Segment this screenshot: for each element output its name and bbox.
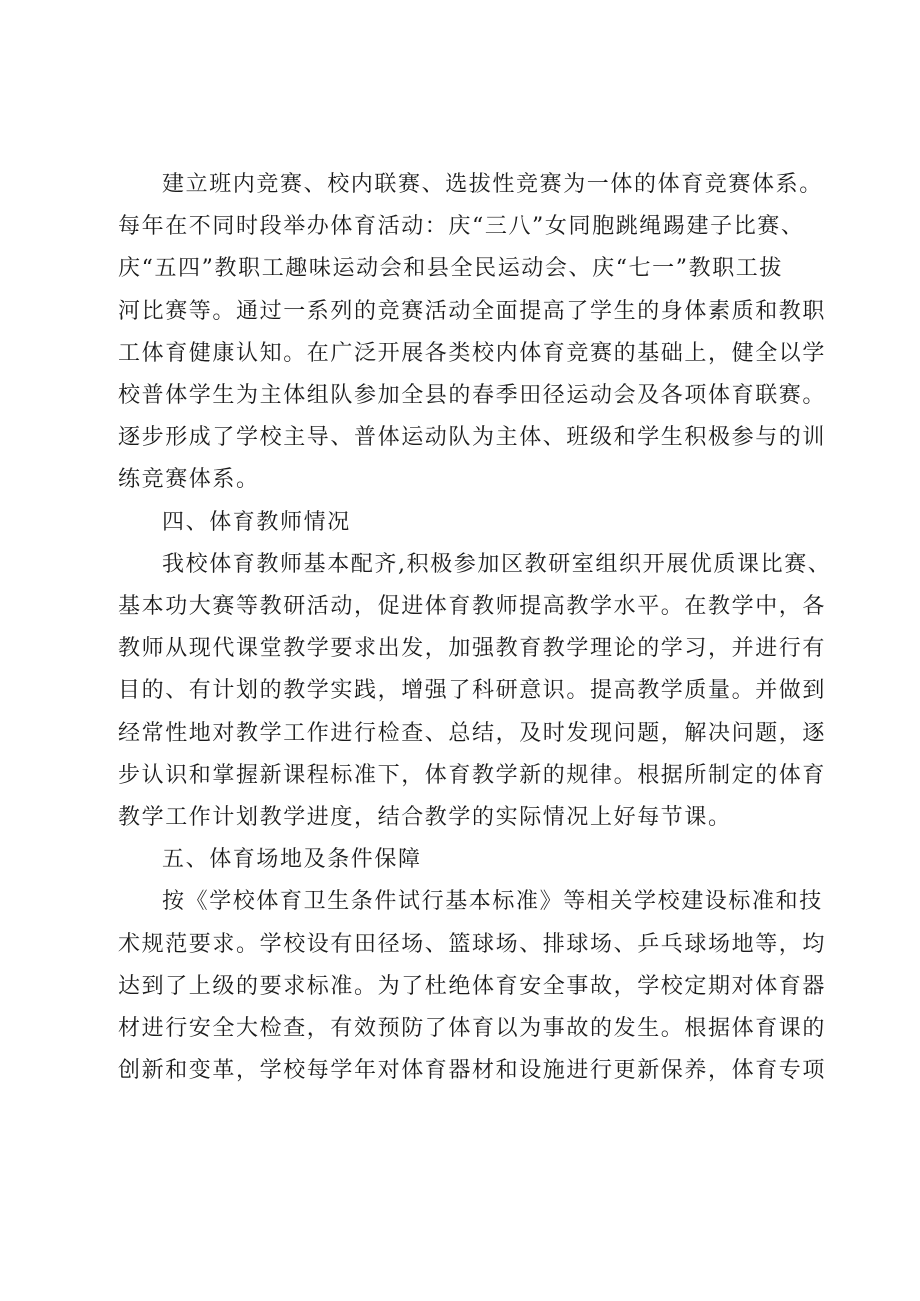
paragraph-line: 建立班内竞赛、校内联赛、选拔性竞赛为一体的体育竞赛体系。 <box>162 172 823 197</box>
paragraph-line: 教学工作计划教学进度，结合教学的实际情况上好每节课。 <box>118 805 732 831</box>
paragraph-line: 基本功大赛等教研活动，促进体育教师提高教学水平。在教学中，各 <box>118 594 827 620</box>
paragraph-line: 每年在不同时段举办体育活动：庆“三八”女同胞跳绳踢建子比赛、 <box>118 214 805 240</box>
paragraph-line: 材进行安全大检查，有效预防了体育以为事故的发生。根据体育课的 <box>118 1016 827 1042</box>
paragraph-line: 达到了上级的要求标准。为了杜绝体育安全事故，学校定期对体育器 <box>118 973 827 999</box>
paragraph-competition-system <box>118 164 828 502</box>
paragraph-line: 校普体学生为主体组队参加全县的春季田径运动会及各项体育联赛。 <box>118 383 827 409</box>
paragraph-line: 目的、有计划的教学实践，增强了科研意识。提高教学质量。并做到 <box>118 678 827 704</box>
paragraph-line: 练竞赛体系。 <box>118 467 260 493</box>
paragraph-line: 术规范要求。学校设有田径场、篮球场、排球场、乒乓球场地等，均 <box>118 931 827 957</box>
paragraph-line: 创新和变革，学校每学年对体育器材和设施进行更新保养，体育专项 <box>118 1058 827 1084</box>
paragraph-line: 工体育健康认知。在广泛开展各类校内体育竞赛的基础上，健全以学 <box>118 340 827 366</box>
section-heading-facilities: 五、体育场地及条件保障 <box>162 847 422 873</box>
paragraph-line: 我校体育教师基本配齐,积极参加区教研室组织开展优质课比赛、 <box>162 551 832 577</box>
document-body <box>118 164 832 1092</box>
section-heading-teachers: 四、体育教师情况 <box>162 509 351 535</box>
paragraph-line: 步认识和掌握新课程标准下，体育教学新的规律。根据所制定的体育 <box>118 762 827 788</box>
paragraph-line: 河比赛等。通过一系列的竞赛活动全面提高了学生的身体素质和教职 <box>118 298 827 324</box>
paragraph-line: 庆“五四”教职工趣味运动会和县全民运动会、庆“七一”教职工拔 <box>118 256 783 282</box>
paragraph-teachers <box>118 544 832 839</box>
paragraph-line: 按《学校体育卫生条件试行基本标准》等相关学校建设标准和技 <box>162 889 823 915</box>
paragraph-line: 经常性地对教学工作进行检查、总结，及时发现问题，解决问题，逐 <box>118 720 827 746</box>
paragraph-line: 逐步形成了学校主导、普体运动队为主体、班级和学生积极参与的训 <box>118 425 827 451</box>
paragraph-facilities <box>118 881 828 1092</box>
paragraph-line: 教师从现代课堂教学要求出发，加强教育教学理论的学习，并进行有 <box>118 636 827 662</box>
